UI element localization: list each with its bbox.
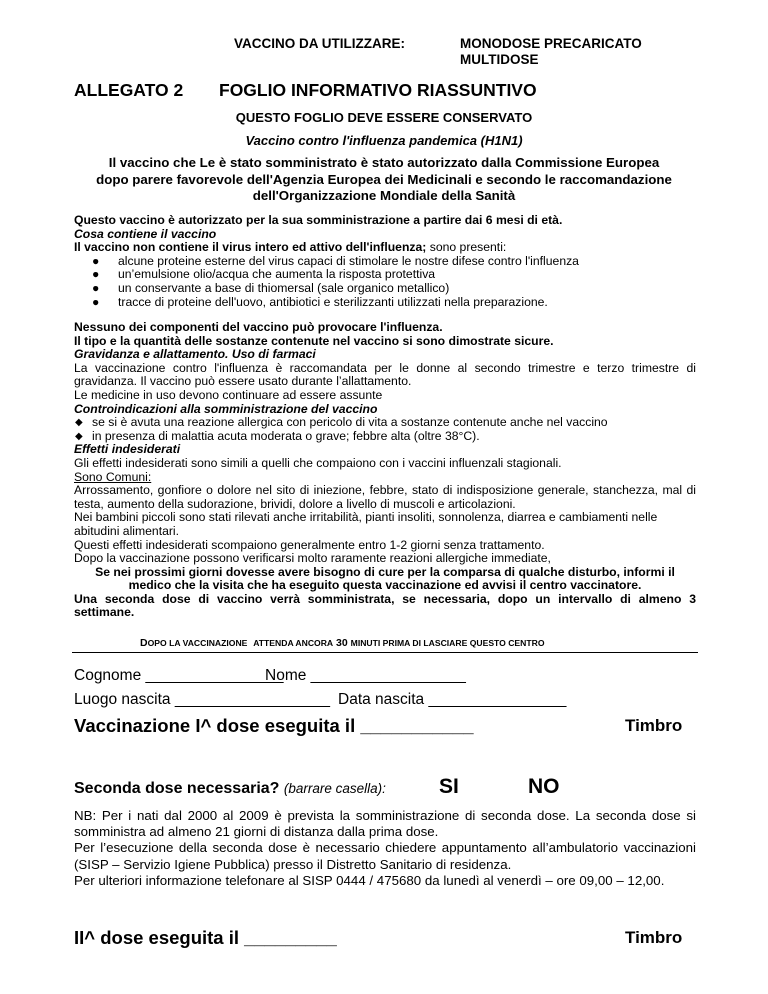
contraindications-heading: Controindicazioni alla somministrazione del vaccino: [74, 401, 378, 416]
option-multidose: MULTIDOSE: [460, 52, 539, 67]
wait-notice: [140, 637, 545, 649]
authorization-statement: [0, 155, 768, 205]
no-virus-rest: sono presenti:: [426, 240, 507, 255]
surname-field[interactable]: Cognome ________________: [74, 667, 284, 684]
contraindication-item: [74, 430, 696, 444]
pregnancy-heading: Gravidanza e allattamento. Uso di farmaci: [74, 347, 316, 362]
bullet-icon: ●: [92, 253, 100, 268]
component-text: tracce di proteine dell'uovo, antibiotici e sterilizzanti utilizzati nella preparazione.: [118, 294, 548, 309]
separator-line: [72, 652, 698, 653]
no-option[interactable]: NO: [528, 775, 560, 798]
birthplace-field[interactable]: Luogo nascita __________________: [74, 691, 330, 708]
second-dose-question-text: Seconda dose necessaria?: [74, 780, 280, 797]
stamp-label: Timbro: [625, 716, 683, 735]
component-item: [74, 296, 696, 310]
yes-option[interactable]: SI: [439, 775, 459, 798]
component-item: [74, 282, 696, 296]
second-dose-question: [74, 780, 386, 798]
common-effects-text: Arrossamento, gonfiore o dolore nel sito di iniezione, febbre, stato di indisposizione generale, stanchezza, mal di testa, aumento della sudorazione, brividi, dolore a livello di muscoli e articolazioni.: [74, 483, 696, 511]
authorization-line: dopo parere favorevole dell'Agenzia Europea dei Medicinali e secondo le raccomandazione: [96, 171, 672, 187]
wait-notice-part: ATTENDA ANCORA: [253, 638, 334, 648]
children-effects-text: Nei bambini piccoli sono stati rilevati anche irritabilità, pianti insoliti, sonnolenza, diarrea e cambiamenti nelle abitudini alimentari.: [74, 510, 658, 538]
bullet-icon: ●: [92, 267, 100, 282]
contraindication-text: in presenza di malattia acuta moderata o grave; febbre alta (oltre 38°C).: [92, 428, 480, 443]
wait-notice-cap: D: [140, 637, 148, 649]
birthdate-field[interactable]: Data nascita ________________: [338, 691, 567, 708]
safety-statement: Il tipo e la quantità delle sostanze contenute nel vaccino si sono dimostrate sicure.: [74, 333, 554, 348]
nb-line: Per ulteriori informazione telefonare al SISP 0444 / 475680 da lunedì al venerdì – ore 09,00 – 12,00.: [74, 872, 665, 888]
wait-notice-part: MINUTI PRIMA DI LASCIARE QUESTO CENTRO: [350, 638, 545, 648]
effects-disappear-text: Questi effetti indesiderati scompaiono generalmente entro 1-2 giorni senza trattamento.: [74, 537, 545, 552]
component-item: [74, 268, 696, 282]
wait-notice-minutes: 30: [336, 637, 348, 649]
care-notice-line: medico che la visita che ha eseguito questa vaccinazione ed avvisi il centro vaccinatore.: [128, 578, 642, 593]
wait-notice-part: OPO LA VACCINAZIONE: [147, 638, 248, 648]
contraindication-item: [74, 416, 696, 430]
stamp-label: Timbro: [625, 928, 683, 947]
nb-line: Per l’esecuzione della seconda dose è necessario chiedere appuntamento all’ambulatorio vaccinazioni (SISP – Servizio Igiene Pubblica) presso il Distretto Sanitario di residenza.: [74, 840, 696, 872]
side-effects-heading: Effetti indesiderati: [74, 442, 181, 457]
contraindication-text: se si è avuta una reazione allergica con pericolo di vita a sostanze contenute anche nel vaccino: [92, 415, 608, 430]
vaccine-options: [460, 36, 642, 68]
first-dose-field[interactable]: Vaccinazione I^ dose eseguita il ___________: [74, 715, 474, 736]
common-effects-heading: Sono Comuni:: [74, 469, 152, 484]
component-item: [74, 255, 696, 269]
component-text: un’emulsione olio/acqua che aumenta la risposta protettiva: [118, 267, 436, 282]
contents-heading: Cosa contiene il vaccino: [74, 226, 217, 241]
bullet-icon: ●: [92, 280, 100, 295]
checkbox-instruction: (barrare casella):: [283, 781, 386, 796]
no-virus-bold: Il vaccino non contiene il virus intero ed attivo dell'influenza;: [74, 240, 427, 255]
vaccine-name: Vaccino contro l'influenza pandemica (H1N1): [245, 133, 523, 148]
annex-label: ALLEGATO 2: [74, 80, 184, 100]
bullet-icon: ●: [92, 294, 100, 309]
age-authorization: Questo vaccino è autorizzato per la sua somministrazione a partire dai 6 mesi di età.: [74, 213, 563, 227]
allergic-reactions-text: Dopo la vaccinazione possono verificarsi molto raramente reazioni allergiche immediate,: [74, 551, 551, 566]
nb-line: NB: Per i nati dal 2000 al 2009 è prevista la somministrazione di seconda dose. La seconda dose si somministra ad almeno 21 giorni di distanza dalla prima dose.: [74, 808, 696, 840]
vaccine-to-use-label: VACCINO DA UTILIZZARE:: [234, 36, 405, 51]
authorization-line: dell'Organizzazione Mondiale della Sanità: [252, 188, 516, 203]
component-text: un conservante a base di thiomersal (sale organico metallico): [118, 280, 450, 295]
pregnancy-text: La vaccinazione contro l'influenza è raccomandata per le donne al secondo trimestre e terzo trimestre di gravidanza. Il vaccino può essere usato durante l’allattamento.: [74, 360, 696, 389]
option-prefilled-single-dose: MONODOSE PRECARICATO: [460, 36, 642, 51]
no-flu-statement: Nessuno dei componenti del vaccino può provocare l'influenza.: [74, 320, 443, 334]
nb-section: [74, 808, 696, 889]
diamond-bullet-icon: ◆: [75, 417, 83, 429]
vaccine-contents-section: [74, 214, 696, 309]
name-field[interactable]: Nome __________________: [265, 667, 466, 684]
second-dose-done-field[interactable]: II^ dose eseguita il _________: [74, 927, 337, 948]
authorization-line: Il vaccino che Le è stato somministrato è stato autorizzato dalla Commissione Europea: [108, 155, 660, 170]
second-dose-notice: Una seconda dose di vaccino verrà somministrata, se necessaria, dopo un intervallo di almeno 3 settimane.: [74, 591, 696, 620]
diamond-bullet-icon: ◆: [75, 430, 83, 442]
safety-section: [74, 321, 696, 620]
keep-notice: QUESTO FOGLIO DEVE ESSERE CONSERVATO: [235, 110, 533, 125]
no-virus-statement: [74, 241, 696, 255]
side-effects-intro: Gli effetti indesiderati sono simili a quelli che compaiono con i vaccini influenzali stagionali.: [74, 455, 562, 470]
medicines-text: Le medicine in uso devono continuare ad essere assunte: [74, 387, 383, 402]
page-title: FOGLIO INFORMATIVO RIASSUNTIVO: [219, 80, 537, 100]
care-notice-line: Se nei prossimi giorni dovesse avere bisogno di cure per la comparsa di qualche disturbo, informi il: [95, 564, 675, 579]
component-text: alcune proteine esterne del virus capaci di stimolare le nostre difese contro l'influenza: [118, 253, 579, 268]
